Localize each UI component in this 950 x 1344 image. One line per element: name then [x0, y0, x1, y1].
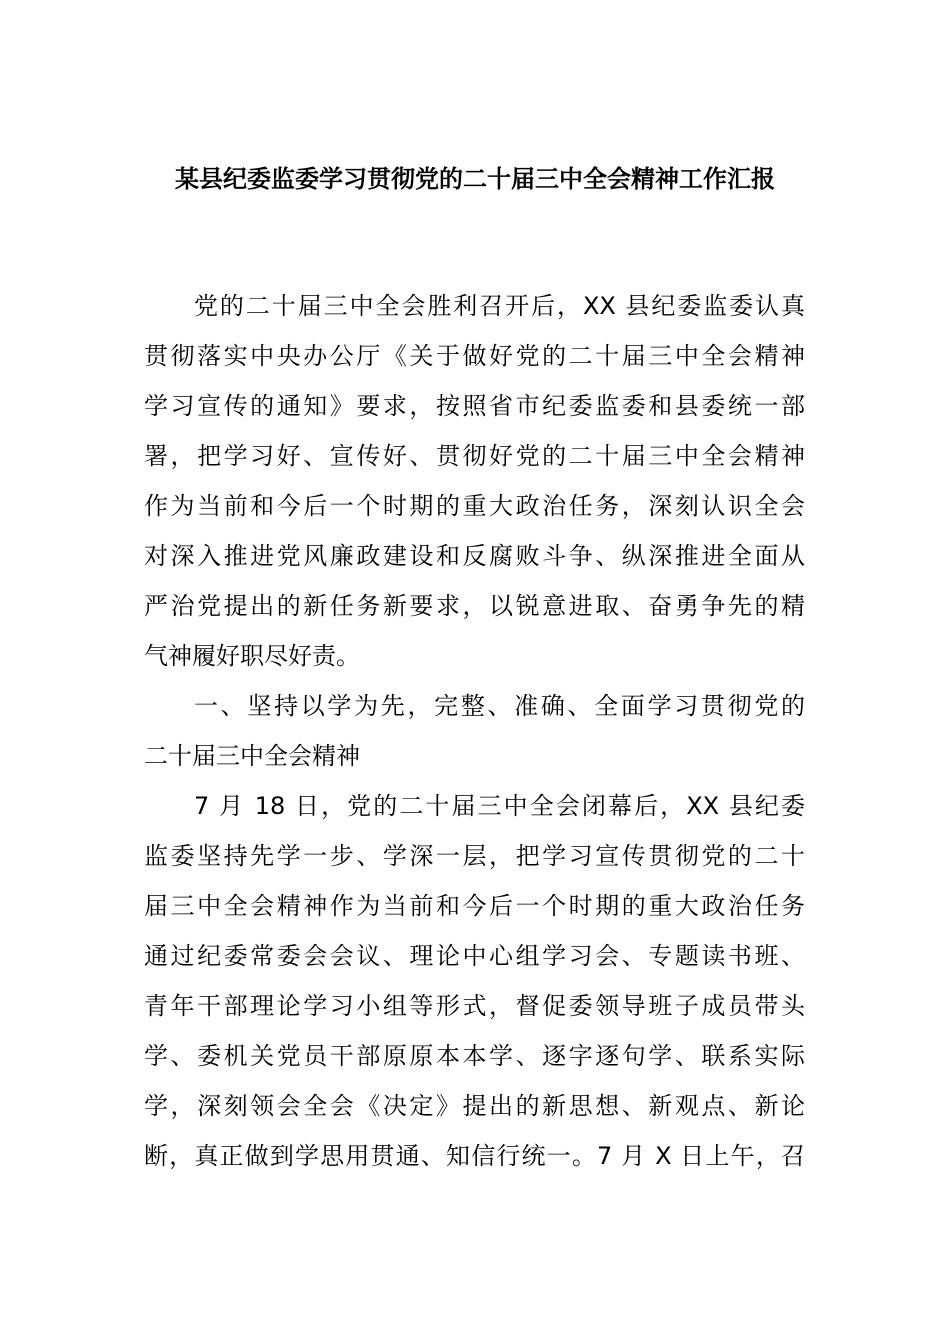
text-line: 断，真正做到学思用贯通、知信行统一。7 月 X 日上午，召	[144, 1142, 805, 1170]
text-line: 监委坚持先学一步、学深一层，把学习宣传贯彻党的二十	[144, 842, 805, 870]
text-line: 7 月 18 日，党的二十届三中全会闭幕后，XX 县纪委	[194, 792, 805, 820]
text-line: 学，深刻领会全会《决定》提出的新思想、新观点、新论	[144, 1092, 805, 1120]
text-line: 作为当前和今后一个时期的重大政治任务，深刻认识全会	[144, 492, 805, 520]
text-line: 严治党提出的新任务新要求，以锐意进取、奋勇争先的精	[144, 592, 805, 620]
text-line: 一、坚持以学为先，完整、准确、全面学习贯彻党的	[194, 692, 805, 720]
text-line: 对深入推进党风廉政建设和反腐败斗争、纵深推进全面从	[144, 542, 805, 570]
text-line: 贯彻落实中央办公厅《关于做好党的二十届三中全会精神	[144, 342, 805, 370]
text-line: 青年干部理论学习小组等形式，督促委领导班子成员带头	[144, 992, 805, 1020]
text-line: 学、委机关党员干部原原本本学、逐字逐句学、联系实际	[144, 1042, 805, 1070]
text-line: 气神履好职尽好责。	[144, 642, 360, 670]
text-line: 学习宣传的通知》要求，按照省市纪委监委和县委统一部	[144, 392, 805, 420]
text-line: 署，把学习好、宣传好、贯彻好党的二十届三中全会精神	[144, 442, 805, 470]
text-line: 通过纪委常委会会议、理论中心组学习会、专题读书班、	[144, 942, 805, 970]
text-line: 党的二十届三中全会胜利召开后，XX 县纪委监委认真	[194, 292, 805, 320]
document-title: 某县纪委监委学习贯彻党的二十届三中全会精神工作汇报	[175, 165, 775, 193]
text-line: 二十届三中全会精神	[144, 742, 360, 770]
document-body	[144, 281, 805, 1181]
text-line: 届三中全会精神作为当前和今后一个时期的重大政治任务	[144, 892, 805, 920]
